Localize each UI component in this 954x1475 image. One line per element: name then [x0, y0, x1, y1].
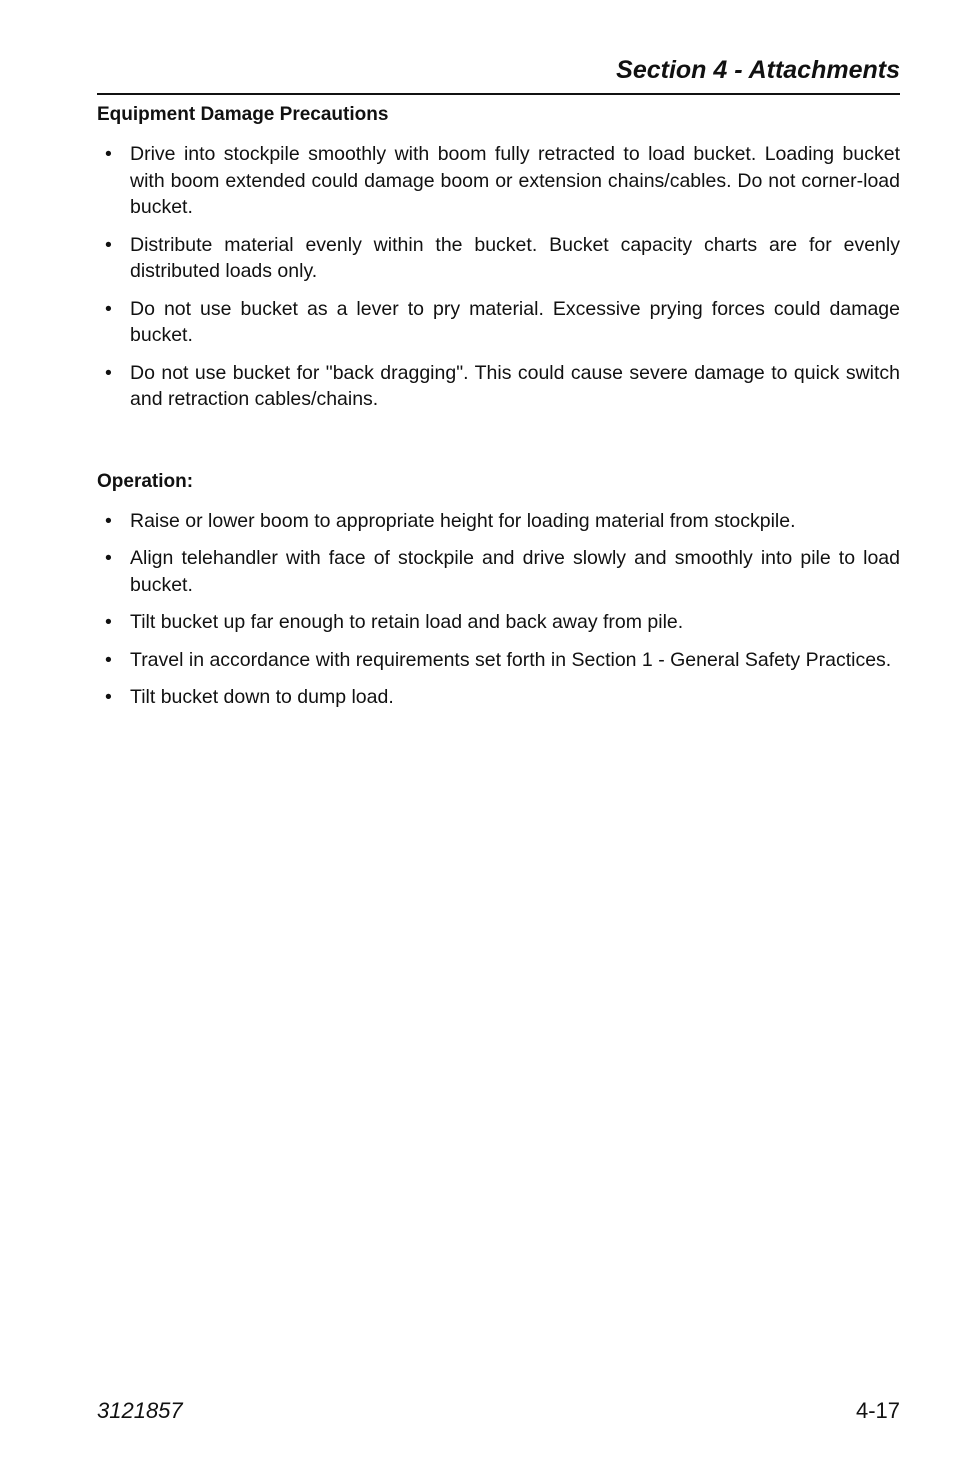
document-number: 3121857	[97, 1398, 183, 1423]
section-spacer	[97, 424, 900, 470]
operation-heading: Operation:	[97, 470, 194, 492]
header-divider	[97, 93, 900, 95]
bullet-icon: •	[105, 547, 112, 569]
list-item: • Travel in accordance with requirements set forth in Section 1 - General Safety Practices.	[97, 647, 900, 674]
bullet-icon: •	[105, 297, 112, 320]
list-item: • Tilt bucket down to dump load.	[97, 684, 900, 711]
page-number: 4-17	[855, 1398, 900, 1423]
list-item: • Tilt bucket up far enough to retain load and back away from pile.	[97, 609, 900, 636]
bullet-icon: •	[105, 233, 112, 256]
list-item: • Align telehandler with face of stockpile and drive slowly and smoothly into pile to load bucket.	[105, 547, 900, 596]
list-item: • Distribute material evenly within the bucket. Bucket capacity charts are for evenly distributed loads only.	[105, 233, 900, 282]
bullet-icon: •	[105, 686, 112, 708]
operation-list	[97, 508, 900, 711]
list-item: • Do not use bucket for "back dragging". This could cause severe damage to quick switch and retraction cables/chains.	[105, 361, 900, 410]
bullet-icon: •	[105, 361, 112, 384]
bullet-icon: •	[105, 611, 112, 633]
section-title: Section 4 - Attachments	[616, 56, 900, 84]
damage-precautions-list	[97, 141, 900, 413]
page-content	[97, 103, 900, 722]
list-item: • Drive into stockpile smoothly with boom fully retracted to load bucket. Loading bucket with boom extended could damage boom or extension chains/cables. Do not corner-load bucket.	[105, 143, 900, 218]
bullet-icon: •	[105, 143, 112, 165]
list-item: • Raise or lower boom to appropriate height for loading material from stockpile.	[97, 508, 900, 535]
bullet-icon: •	[105, 648, 112, 671]
bullet-icon: •	[105, 509, 112, 532]
list-item: • Do not use bucket as a lever to pry material. Excessive prying forces could damage bucket.	[105, 297, 900, 346]
damage-precautions-heading: Equipment Damage Precautions	[97, 104, 389, 125]
